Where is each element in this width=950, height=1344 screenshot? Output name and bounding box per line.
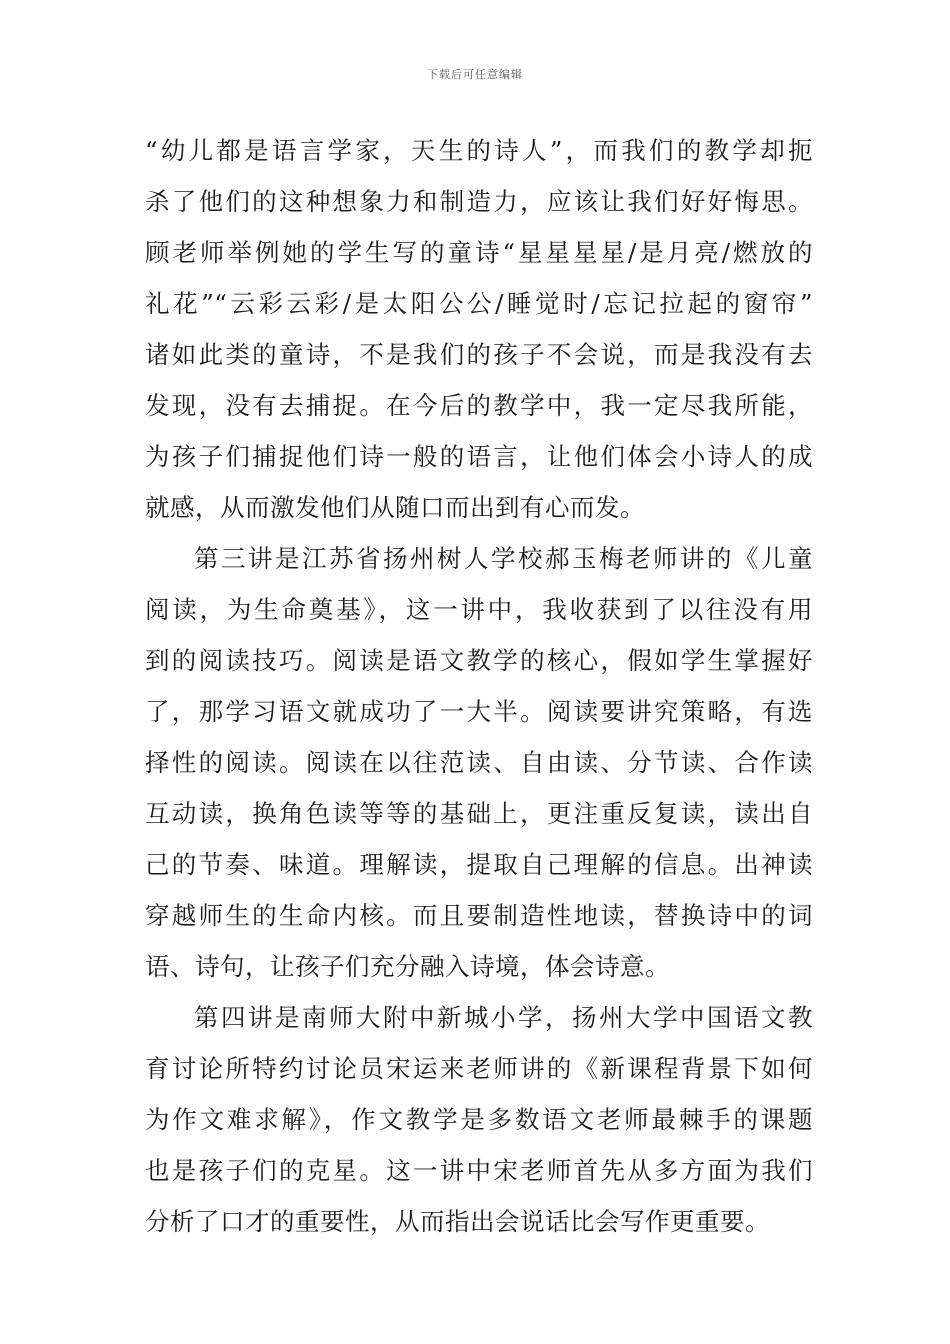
- page-header-caption: 下载后可任意编辑: [427, 68, 523, 81]
- text-line: 为孩子们捕捉他们诗一般的语言，让他们体会小诗人的成: [145, 442, 813, 471]
- text-line: 穿越师生的生命内核。而且要制造性地读，替换诗中的词: [145, 901, 813, 930]
- text-line: 己的节奏、味道。理解读，提取自己理解的信息。出神读: [145, 850, 813, 879]
- text-line: 礼花”“云彩云彩/是太阳公公/睡觉时/忘记拉起的窗帘”: [145, 289, 813, 318]
- text-line: 育讨论所特约讨论员宋运来老师讲的《新课程背景下如何: [145, 1054, 813, 1083]
- text-line: 诸如此类的童诗，不是我们的孩子不会说，而是我没有去: [145, 340, 813, 369]
- paragraph-first-line: 第四讲是南师大附中新城小学，扬州大学中国语文教: [194, 1003, 813, 1032]
- text-line: 为作文难求解》，作文教学是多数语文老师最棘手的课题: [145, 1105, 813, 1134]
- text-line: “幼儿都是语言学家，天生的诗人”，而我们的教学却扼: [145, 136, 813, 165]
- text-line: 择性的阅读。阅读在以往范读、自由读、分节读、合作读: [145, 748, 813, 777]
- text-line: 顾老师举例她的学生写的童诗“星星星星/是月亮/燃放的: [145, 238, 813, 267]
- text-line: 到的阅读技巧。阅读是语文教学的核心，假如学生掌握好: [145, 646, 813, 675]
- text-line: 发现，没有去捕捉。在今后的教学中，我一定尽我所能，: [145, 391, 813, 420]
- text-line: 了，那学习语文就成功了一大半。阅读要讲究策略，有选: [145, 697, 813, 726]
- text-line: 语、诗句，让孩子们充分融入诗境，体会诗意。: [145, 952, 670, 981]
- text-line: 杀了他们的这种想象力和制造力，应该让我们好好悔思。: [145, 187, 813, 216]
- document-body: [145, 125, 813, 1247]
- text-line: 分析了口才的重要性，从而指出会说话比会写作更重要。: [145, 1207, 770, 1236]
- text-line: 也是孩子们的克星。这一讲中宋老师首先从多方面为我们: [145, 1156, 813, 1185]
- paragraph-first-line: 第三讲是江苏省扬州树人学校郝玉梅老师讲的《儿童: [194, 544, 813, 573]
- text-line: 就感，从而激发他们从随口而出到有心而发。: [145, 493, 645, 522]
- text-line: 阅读，为生命奠基》，这一讲中，我收获到了以往没有用: [145, 595, 813, 624]
- text-line: 互动读，换角色读等等的基础上，更注重反复读，读出自: [145, 799, 813, 828]
